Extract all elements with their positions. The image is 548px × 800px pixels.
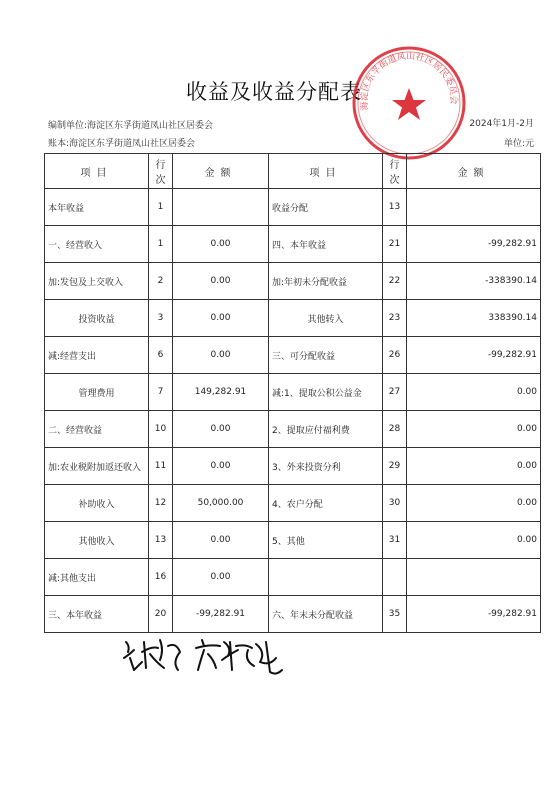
row-item-right: 其他转入 [269,300,383,337]
table-row [45,263,541,300]
header-item-right: 项目 [269,154,383,189]
table-row [45,411,541,448]
row-seq-right: 23 [383,300,407,337]
row-item-left: 补助收入 [45,485,149,522]
ledger-name: 账本:海淀区东孚街道凤山社区居委会 [48,139,196,149]
row-seq-right: 21 [383,226,407,263]
row-amount-right: -99,282.91 [407,596,541,633]
row-item-left: 一、经营收入 [45,226,149,263]
row-item-right: 四、本年收益 [269,226,383,263]
table-row [45,374,541,411]
row-amount-right: 0.00 [407,411,541,448]
page-title: 收益及收益分配表 [186,80,362,104]
table-row [45,226,541,263]
seal-stamp-icon [350,44,468,162]
row-amount-left: 50,000.00 [173,485,269,522]
row-item-left: 管理费用 [45,374,149,411]
row-amount-left [173,189,269,226]
handwritten-signature [120,632,290,678]
row-seq-right: 13 [383,189,407,226]
row-item-right: 2、提取应付福利费 [269,411,383,448]
row-amount-right [407,559,541,596]
header-amount-right: 金额 [407,154,541,189]
row-amount-right: -99,282.91 [407,337,541,374]
row-item-right [269,559,383,596]
row-amount-left: 0.00 [173,337,269,374]
row-seq-left: 12 [149,485,173,522]
row-amount-left: 0.00 [173,226,269,263]
table-row [45,189,541,226]
row-amount-right: 0.00 [407,485,541,522]
svg-text:海淀区东孚街道凤山社区居民委员会: 海淀区东孚街道凤山社区居民委员会 [359,51,459,111]
row-item-left: 三、本年收益 [45,596,149,633]
currency-unit: 单位:元 [503,139,534,149]
row-amount-left: 0.00 [173,411,269,448]
row-seq-left: 1 [149,226,173,263]
row-amount-left: 0.00 [173,522,269,559]
row-amount-right: 0.00 [407,448,541,485]
row-item-left: 减:经营支出 [45,337,149,374]
row-seq-right: 26 [383,337,407,374]
row-seq-left: 7 [149,374,173,411]
row-item-right: 5、其他 [269,522,383,559]
row-amount-right: -99,282.91 [407,226,541,263]
table-row [45,596,541,633]
table-row [45,300,541,337]
row-seq-right: 27 [383,374,407,411]
table-row [45,522,541,559]
row-amount-right: 0.00 [407,374,541,411]
row-seq-left: 16 [149,559,173,596]
row-amount-left: 0.00 [173,559,269,596]
row-amount-right: 0.00 [407,522,541,559]
row-seq-left: 3 [149,300,173,337]
row-item-left: 本年收益 [45,189,149,226]
row-amount-left: 0.00 [173,300,269,337]
row-seq-right: 35 [383,596,407,633]
row-item-left: 加:农业税附加返还收入 [45,448,149,485]
row-seq-right: 22 [383,263,407,300]
row-seq-left: 6 [149,337,173,374]
table-row [45,485,541,522]
row-item-left: 投资收益 [45,300,149,337]
row-seq-right [383,559,407,596]
row-seq-left: 11 [149,448,173,485]
header-item-left: 项目 [45,154,149,189]
row-seq-left: 1 [149,189,173,226]
row-amount-left: -99,282.91 [173,596,269,633]
star-icon [392,88,426,120]
row-seq-left: 10 [149,411,173,448]
row-item-right: 六、年末未分配收益 [269,596,383,633]
row-item-right: 收益分配 [269,189,383,226]
row-seq-right: 30 [383,485,407,522]
report-period: 2024年1月-2月 [469,119,534,129]
row-amount-left: 0.00 [173,263,269,300]
row-amount-right: 338390.14 [407,300,541,337]
row-seq-left: 2 [149,263,173,300]
header-seq-left: 行次 [149,154,173,189]
table-header-row [45,154,541,189]
row-item-left: 减:其他支出 [45,559,149,596]
compiling-unit: 编制单位:海淀区东孚街道凤山社区居委会 [48,121,214,131]
row-item-right: 减:1、提取公积公益金 [269,374,383,411]
header-amount-left: 金额 [173,154,269,189]
row-item-left: 加:发包及上交收入 [45,263,149,300]
income-distribution-table [44,153,541,633]
row-seq-right: 29 [383,448,407,485]
row-amount-left: 0.00 [173,448,269,485]
row-item-right: 加:年初未分配收益 [269,263,383,300]
row-seq-left: 20 [149,596,173,633]
row-item-left: 二、经营收益 [45,411,149,448]
table-row [45,337,541,374]
row-item-left: 其他收入 [45,522,149,559]
row-amount-right: -338390.14 [407,263,541,300]
row-item-right: 3、外来投资分利 [269,448,383,485]
row-item-right: 三、可分配收益 [269,337,383,374]
row-item-right: 4、农户分配 [269,485,383,522]
table-row [45,448,541,485]
row-seq-left: 13 [149,522,173,559]
row-amount-left: 149,282.91 [173,374,269,411]
row-amount-right [407,189,541,226]
official-seal [350,44,468,162]
row-seq-right: 31 [383,522,407,559]
row-seq-right: 28 [383,411,407,448]
table-row [45,559,541,596]
header-seq-right: 行次 [383,154,407,189]
